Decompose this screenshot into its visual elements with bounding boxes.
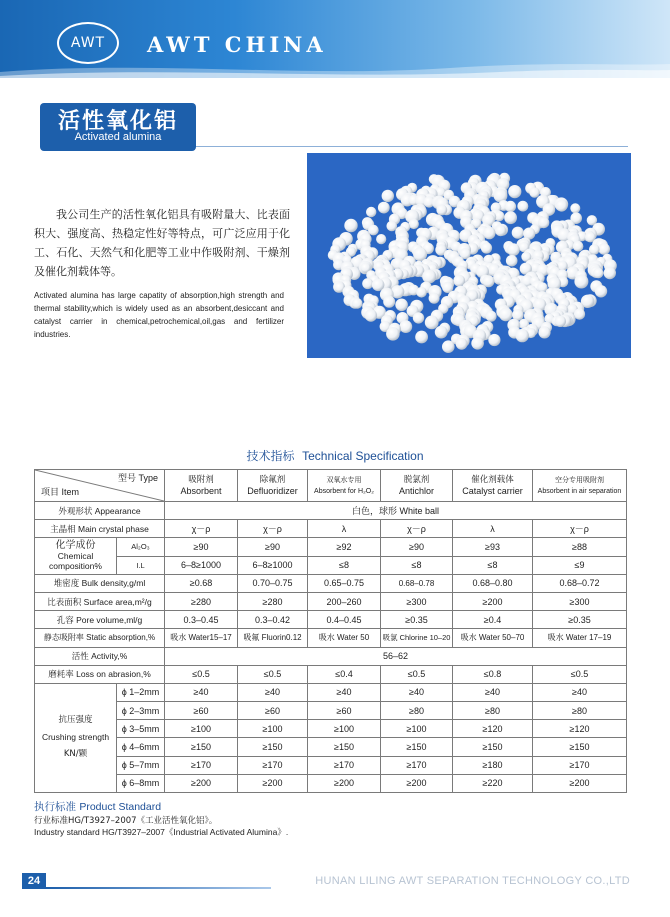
- table-cell: ≥40: [308, 683, 381, 701]
- col-zh: 脱氯剂: [403, 474, 430, 485]
- table-cell: 0.65–0.75: [308, 574, 381, 592]
- size-label: ϕ 3–5mm: [117, 720, 165, 738]
- col-zh: 吸附剂: [188, 474, 214, 485]
- table-row-surface-area: [35, 592, 627, 610]
- alumina-ball: [508, 185, 521, 198]
- alumina-ball: [395, 299, 408, 312]
- alumina-ball: [512, 227, 524, 239]
- table-header-row: [35, 470, 627, 502]
- table-cell: ≥0.35: [381, 611, 453, 629]
- page-number: 24: [22, 873, 46, 889]
- table-cell: ≥200: [381, 774, 453, 792]
- col-zh: 双氧水专用: [326, 475, 362, 484]
- size-label: ϕ 1–2mm: [117, 683, 165, 701]
- spec-heading-en: Technical Specification: [302, 449, 424, 463]
- alumina-ball: [570, 203, 580, 213]
- standard-text-zh: 行业标准HG/T3927–2007《工业活性氧化铝》。: [34, 816, 218, 826]
- table-cell: χ－ρ: [165, 520, 238, 538]
- alumina-ball: [399, 320, 412, 333]
- table-cell: 0.3–0.42: [238, 611, 308, 629]
- type-item-corner: [35, 470, 165, 502]
- table-cell: ≥200: [238, 774, 308, 792]
- table-cell: ≥60: [165, 702, 238, 720]
- strength-label: [35, 683, 117, 792]
- intro-text-en: Activated alumina has large capatity of absorption,high strength and thermal stability,which is widely used as an absorbent,desiccant and catalyst carrier in chemical,petrochemical,oil,gas and fertilizer industries.: [34, 291, 284, 339]
- table-row-al2o3: [35, 538, 627, 556]
- table-row-strength-4: [35, 738, 627, 756]
- table-cell: ≤0.8: [453, 665, 533, 683]
- logo-text: AWT: [70, 35, 106, 51]
- size-label: ϕ 5–7mm: [117, 756, 165, 774]
- alumina-ball: [538, 217, 549, 228]
- table-cell: 吸水 Water 50–70: [453, 629, 533, 647]
- row-label: 堆密度 Bulk density,g/ml: [35, 574, 165, 592]
- alumina-ball: [604, 267, 616, 279]
- table-cell: ≥280: [238, 592, 308, 610]
- strength-label-zh: 抗压强度: [58, 715, 93, 726]
- alumina-ball: [365, 309, 377, 321]
- alumina-ball: [506, 255, 518, 267]
- alumina-ball: [481, 242, 492, 253]
- alumina-ball: [504, 211, 517, 224]
- type-label: 型号 Type: [117, 473, 158, 483]
- col-en: Absorbent for H₂O₂: [314, 487, 374, 495]
- table-cell: ≥80: [533, 702, 627, 720]
- table-cell: ≥100: [308, 720, 381, 738]
- table-cell: ≤0.5: [238, 665, 308, 683]
- table-cell: χ－ρ: [533, 520, 627, 538]
- alumina-ball: [556, 200, 568, 212]
- table-cell: 吸氟 Fluorin0.12: [238, 629, 308, 647]
- composition-label: [35, 538, 117, 574]
- strength-label-en: Crushing strength: [41, 732, 110, 743]
- table-cell: ≤0.5: [165, 665, 238, 683]
- table-cell: ≥80: [453, 702, 533, 720]
- table-row-il: [35, 556, 627, 574]
- table-cell: ≥200: [165, 774, 238, 792]
- table-cell: 吸水 Water15–17: [165, 629, 238, 647]
- table-cell: 吸氯 Chlorine 10–20: [381, 629, 453, 647]
- table-row-strength-2: [35, 702, 627, 720]
- alumina-ball: [352, 298, 363, 309]
- table-cell: ≥120: [533, 720, 627, 738]
- table-cell: ≤8: [453, 556, 533, 574]
- col-header-air-separation: [533, 470, 627, 502]
- alumina-ball: [387, 221, 398, 232]
- table-cell: ≥120: [453, 720, 533, 738]
- alumina-ball: [382, 190, 394, 202]
- table-cell: ≥100: [238, 720, 308, 738]
- alumina-ball: [362, 278, 373, 289]
- alumina-ball: [386, 327, 400, 341]
- table-cell: ≤0.5: [533, 665, 627, 683]
- table-cell: ≥200: [308, 774, 381, 792]
- row-label: 孔容 Pore volume,ml/g: [35, 611, 165, 629]
- activity-value: 56–62: [165, 647, 627, 665]
- col-zh: 空分专用吸附剂: [555, 475, 604, 484]
- company-logo: [57, 22, 119, 64]
- table-cell: 0.68–0.72: [533, 574, 627, 592]
- standard-heading-en: Product Standard: [79, 801, 162, 813]
- spec-table: [34, 469, 627, 793]
- alumina-ball: [413, 312, 424, 323]
- table-cell: ≥0.68: [165, 574, 238, 592]
- table-cell: ≥150: [165, 738, 238, 756]
- table-cell: ≥40: [381, 683, 453, 701]
- alumina-balls-image: [307, 153, 631, 358]
- table-cell: ≥170: [165, 756, 238, 774]
- col-header-absorbent: [165, 470, 238, 502]
- table-cell: ≥0.4: [453, 611, 533, 629]
- item-label: 项目 Item: [41, 487, 80, 497]
- table-cell: ≥90: [238, 538, 308, 556]
- table-cell: ≥40: [533, 683, 627, 701]
- table-cell: ≥0.35: [533, 611, 627, 629]
- table-cell: λ: [308, 520, 381, 538]
- col-header-catalyst-carrier: [453, 470, 533, 502]
- strength-label-unit: KN/颗: [63, 749, 88, 760]
- alumina-ball: [422, 270, 436, 284]
- table-cell: ≥150: [308, 738, 381, 756]
- table-cell: ≥170: [238, 756, 308, 774]
- alumina-ball: [442, 340, 455, 353]
- table-cell: ≥170: [533, 756, 627, 774]
- table-cell: ≥200: [533, 774, 627, 792]
- table-cell: ≥280: [165, 592, 238, 610]
- table-cell: ≤0.4: [308, 665, 381, 683]
- table-cell: ≥170: [308, 756, 381, 774]
- col-en: Defluoridizer: [247, 485, 298, 496]
- col-en: Antichlor: [398, 485, 434, 496]
- standard-heading-zh: 执行标准: [34, 801, 76, 813]
- table-row-static-absorption: [35, 629, 627, 647]
- composition-label-en2: composition%: [49, 561, 102, 572]
- table-cell: ≥60: [238, 702, 308, 720]
- table-cell: 0.68–0.80: [453, 574, 533, 592]
- table-cell: ≥150: [381, 738, 453, 756]
- table-row-strength-5: [35, 756, 627, 774]
- table-cell: ≥300: [381, 592, 453, 610]
- row-label: 静态吸附率 Static absorption,%: [35, 629, 165, 647]
- row-label: 活性 Activity,%: [35, 647, 165, 665]
- table-row-pore-volume: [35, 611, 627, 629]
- table-cell: 吸水 Water 50: [308, 629, 381, 647]
- alumina-ball: [507, 243, 520, 256]
- composition-label-en1: Chemical: [57, 551, 94, 562]
- alumina-ball: [366, 207, 376, 217]
- alumina-ball: [518, 201, 528, 211]
- table-cell: ≥170: [381, 756, 453, 774]
- table-cell: λ: [453, 520, 533, 538]
- table-cell: ≤0.5: [381, 665, 453, 683]
- col-zh: 除氟剂: [259, 474, 286, 485]
- table-cell: ≥200: [453, 592, 533, 610]
- table-cell: ≥90: [165, 538, 238, 556]
- table-cell: 200–260: [308, 592, 381, 610]
- table-cell: 0.68–0.78: [381, 574, 453, 592]
- table-cell: ≥80: [381, 702, 453, 720]
- col-en: Absorbent in air separation: [537, 487, 622, 495]
- table-cell: ≥88: [533, 538, 627, 556]
- alumina-ball: [435, 326, 448, 339]
- table-row-activity: [35, 647, 627, 665]
- table-cell: ≥40: [165, 683, 238, 701]
- standard-heading: [34, 799, 161, 814]
- size-label: ϕ 2–3mm: [117, 702, 165, 720]
- alumina-ball: [483, 227, 495, 239]
- alumina-ball: [499, 308, 513, 322]
- col-header-defluoridizer: [238, 470, 308, 502]
- table-row-strength-6: [35, 774, 627, 792]
- table-cell: ≤9: [533, 556, 627, 574]
- table-cell: χ－ρ: [238, 520, 308, 538]
- table-cell: ≥40: [453, 683, 533, 701]
- table-cell: ≥60: [308, 702, 381, 720]
- row-label: 外观形状 Appearance: [35, 502, 165, 520]
- spec-heading-zh: 技术指标: [246, 449, 295, 463]
- alumina-ball: [378, 202, 390, 214]
- alumina-ball: [456, 338, 468, 350]
- alumina-ball: [574, 309, 585, 320]
- alumina-ball: [595, 285, 607, 297]
- appearance-value: 白色，球形 White ball: [165, 502, 627, 520]
- spec-heading: [0, 447, 670, 464]
- table-row-bulk-density: [35, 574, 627, 592]
- table-cell: 吸水 Water 17–19: [533, 629, 627, 647]
- product-title-zh: 活性氧化铝: [57, 109, 178, 134]
- alumina-ball: [471, 337, 484, 350]
- table-cell: ≥93: [453, 538, 533, 556]
- il-label: I.L: [117, 556, 165, 574]
- brand-title: AWT CHINA: [147, 32, 327, 57]
- table-cell: ≥90: [381, 538, 453, 556]
- alumina-ball: [598, 243, 610, 255]
- table-cell: ≥300: [533, 592, 627, 610]
- standard-text-en: Industry standard HG/T3927–2007《Industrial Activated Alumina》.: [34, 827, 289, 837]
- alumina-ball: [416, 287, 427, 298]
- alumina-ball: [486, 311, 497, 322]
- size-label: ϕ 4–6mm: [117, 738, 165, 756]
- product-title-en: Activated alumina: [74, 131, 162, 143]
- footer-company: HUNAN LILING AWT SEPARATION TECHNOLOGY CO.,LTD: [315, 875, 630, 887]
- table-cell: ≥100: [165, 720, 238, 738]
- intro-text-zh: 我公司生产的活性氧化铝具有吸附量大、比表面积大、强度高、热稳定性好等特点，可广泛应用于化工、石化、天然气和化肥等工业中作吸附剂、干燥剂及催化剂载体等。: [34, 208, 290, 278]
- table-row-abrasion: [35, 665, 627, 683]
- table-cell: 0.70–0.75: [238, 574, 308, 592]
- col-header-h2o2: [308, 470, 381, 502]
- alumina-ball: [344, 219, 357, 232]
- alumina-ball: [574, 275, 588, 289]
- table-cell: ≥150: [533, 738, 627, 756]
- alumina-ball: [376, 234, 386, 244]
- table-cell: ≥100: [381, 720, 453, 738]
- table-row-crystal: [35, 520, 627, 538]
- table-cell: ≥180: [453, 756, 533, 774]
- table-row-strength-3: [35, 720, 627, 738]
- table-cell: 0.4–0.45: [308, 611, 381, 629]
- col-zh: 催化剂载体: [471, 474, 514, 485]
- alumina-ball: [383, 296, 395, 308]
- alumina-ball: [555, 316, 566, 327]
- table-cell: ≤8: [381, 556, 453, 574]
- alumina-ball: [593, 268, 603, 278]
- header-band: [0, 0, 670, 78]
- col-en: Catalyst carrier: [462, 485, 523, 496]
- alumina-ball: [488, 334, 500, 346]
- table-cell: 6–8≥1000: [165, 556, 238, 574]
- title-divider: [196, 146, 628, 147]
- table-cell: ≥150: [453, 738, 533, 756]
- table-cell: χ－ρ: [381, 520, 453, 538]
- row-label: 主晶相 Main crystal phase: [35, 520, 165, 538]
- alumina-ball: [483, 275, 495, 287]
- alumina-ball: [529, 187, 539, 197]
- col-header-antichlor: [381, 470, 453, 502]
- table-row-strength-1: [35, 683, 627, 701]
- alumina-ball: [495, 225, 506, 236]
- al2o3-label: Al₂O₃: [117, 538, 165, 556]
- table-cell: ≥40: [238, 683, 308, 701]
- alumina-ball: [415, 331, 428, 344]
- table-row-appearance: [35, 502, 627, 520]
- row-label: 磨耗率 Loss on abrasion,%: [35, 665, 165, 683]
- alumina-ball: [573, 241, 584, 252]
- alumina-ball: [429, 293, 440, 304]
- table-cell: 0.3–0.45: [165, 611, 238, 629]
- product-photo: [307, 153, 631, 358]
- alumina-ball: [409, 219, 419, 229]
- row-label: 比表面积 Surface area,m²/g: [35, 592, 165, 610]
- size-label: ϕ 6–8mm: [117, 774, 165, 792]
- table-cell: ≥92: [308, 538, 381, 556]
- alumina-ball: [436, 205, 447, 216]
- footer-line: [46, 887, 271, 889]
- alumina-ball: [425, 316, 439, 330]
- composition-label-zh: 化学成份: [55, 540, 96, 552]
- table-cell: ≥150: [238, 738, 308, 756]
- table-cell: 6–8≥1000: [238, 556, 308, 574]
- alumina-ball: [538, 326, 550, 338]
- col-en: Absorbent: [180, 485, 222, 496]
- alumina-ball: [505, 201, 516, 212]
- table-cell: ≤8: [308, 556, 381, 574]
- alumina-ball: [516, 329, 529, 342]
- table-cell: ≥220: [453, 774, 533, 792]
